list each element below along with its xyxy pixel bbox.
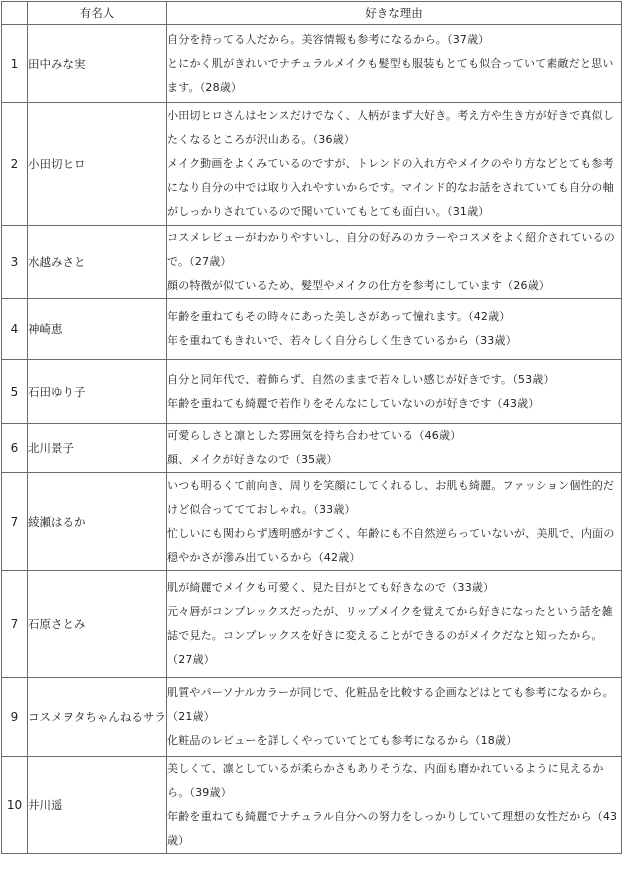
reason-text: 肌質やパーソナルカラーが同じで、化粧品を比較する企画などはとても参考になるから。（21歳） — [167, 686, 614, 723]
header-celebrity: 有名人 — [28, 2, 167, 25]
header-row — [2, 2, 622, 25]
reasons-cell — [167, 424, 622, 473]
reasons-cell — [167, 103, 622, 226]
rank-cell: 10 — [2, 757, 28, 854]
reasons-cell — [167, 25, 622, 103]
rank-cell: 6 — [2, 424, 28, 473]
reasons-cell — [167, 757, 622, 854]
table-row — [2, 473, 622, 571]
reason-text: コスメレビューがわかりやすいし、自分の好みのカラーやコスメをよく紹介されているので。（27歳） — [167, 231, 615, 268]
rank-cell: 2 — [2, 103, 28, 226]
table-row — [2, 360, 622, 424]
reason-text: 肌が綺麗でメイクも可愛く、見た目がとても好きなので（33歳） — [167, 581, 495, 594]
table-row — [2, 571, 622, 678]
table-row — [2, 103, 622, 226]
reason-text: 忙しいにも関わらず透明感がすごく、年齢にも不自然逆らっていないが、美肌で、内面の穏やかさが滲み出ているから（42歳） — [167, 526, 615, 564]
reason-text: 年齢を重ねても綺麗で若作りをそんなにしていないのが好きです（43歳） — [167, 396, 540, 410]
reason-text: 顔の特徴が似ているため、髪型やメイクの仕方を参考にしています（26歳） — [167, 279, 551, 292]
reason-text: 年齢を重ねてもその時々にあった美しさがあって憧れます。（42歳） — [167, 310, 511, 323]
celebrity-name-cell: コスメヲタちゃんねるサラ — [28, 678, 167, 757]
reason-text: 自分と同年代で、着飾らず、自然のままで若々しい感じが好きです。（53歳） — [167, 372, 555, 386]
rank-cell: 3 — [2, 226, 28, 299]
header-reason: 好きな理由 — [167, 2, 622, 25]
celebrity-name-cell: 小田切ヒロ — [28, 103, 167, 226]
reasons-cell — [167, 226, 622, 299]
table-row — [2, 25, 622, 103]
celebrity-name-cell: 北川景子 — [28, 424, 167, 473]
header-number — [2, 2, 28, 25]
reason-text: いつも明るくて前向き、周りを笑顔にしてくれるし、お肌も綺麗。ファッション個性的だけど似合っててておしゃれ。（33歳） — [167, 478, 615, 516]
celebrity-name-cell: 石田ゆり子 — [28, 360, 167, 424]
celebrity-name-cell: 井川遥 — [28, 757, 167, 854]
celebrity-name-cell: 石原さとみ — [28, 571, 167, 678]
rank-cell: 1 — [2, 25, 28, 103]
rank-cell: 4 — [2, 299, 28, 360]
rank-cell: 5 — [2, 360, 28, 424]
table-row — [2, 678, 622, 757]
reason-text: 自分を持ってる人だから。美容情報も参考になるから。（37歳） — [167, 32, 490, 46]
celebrity-reasons-table — [1, 1, 622, 854]
reason-text: メイク動画をよくみているのですが、トレンドの入れ方やメイクのやり方などとても参考になり自分の中では取り入れやすいからです。マインド的なお話をされていても自分の軸がしっかりされているので聞いていてもとても面白い。（31歳） — [167, 157, 614, 218]
reason-text: 美しくて、凛としているが柔らかさもありそうな、内面も磨かれているように見えるから。（39歳） — [167, 762, 604, 799]
table-row — [2, 299, 622, 360]
celebrity-name-cell: 田中みな実 — [28, 25, 167, 103]
reason-text: 可愛らしさと凛とした雰囲気を持ち合わせている（46歳） — [167, 429, 462, 442]
celebrity-name-cell: 綾瀬はるか — [28, 473, 167, 571]
reasons-cell — [167, 360, 622, 424]
reason-text: 顔、メイクが好きなので（35歳） — [167, 453, 338, 466]
table-row — [2, 226, 622, 299]
reasons-cell — [167, 299, 622, 360]
celebrity-name-cell: 水越みさと — [28, 226, 167, 299]
celebrity-name-cell: 神崎恵 — [28, 299, 167, 360]
rank-cell: 7 — [2, 473, 28, 571]
rank-cell: 7 — [2, 571, 28, 678]
reasons-cell — [167, 473, 622, 571]
reasons-cell — [167, 571, 622, 678]
rank-cell: 9 — [2, 678, 28, 757]
reasons-cell — [167, 678, 622, 757]
reason-text: 年を重ねてもきれいで、若々しく自分らしく生きているから（33歳） — [167, 334, 517, 347]
table-row — [2, 757, 622, 854]
table-row — [2, 424, 622, 473]
reason-text: 小田切ヒロさんはセンスだけでなく、人柄がまず大好き。考え方や生き方が好きで真似したくなるところが沢山ある。（36歳） — [167, 109, 615, 146]
reason-text: 元々唇がコンプレックスだったが、リップメイクを覚えてから好きになったという話を雑誌で見た。コンプレックスを好きに変えることができるのがメイクだなと知ったから。（27歳） — [167, 605, 614, 666]
reason-text: 化粧品のレビューを詳しくやっていてとても参考になるから（18歳） — [167, 734, 518, 747]
reason-text: とにかく肌がきれいでナチュラルメイクも髪型も服装もとても似合っていて素敵だと思います。（28歳） — [167, 56, 614, 94]
reason-text: 年齢を重ねても綺麗でナチュラル自分への努力をしっかりしていて理想の女性だから（43歳） — [167, 810, 618, 847]
